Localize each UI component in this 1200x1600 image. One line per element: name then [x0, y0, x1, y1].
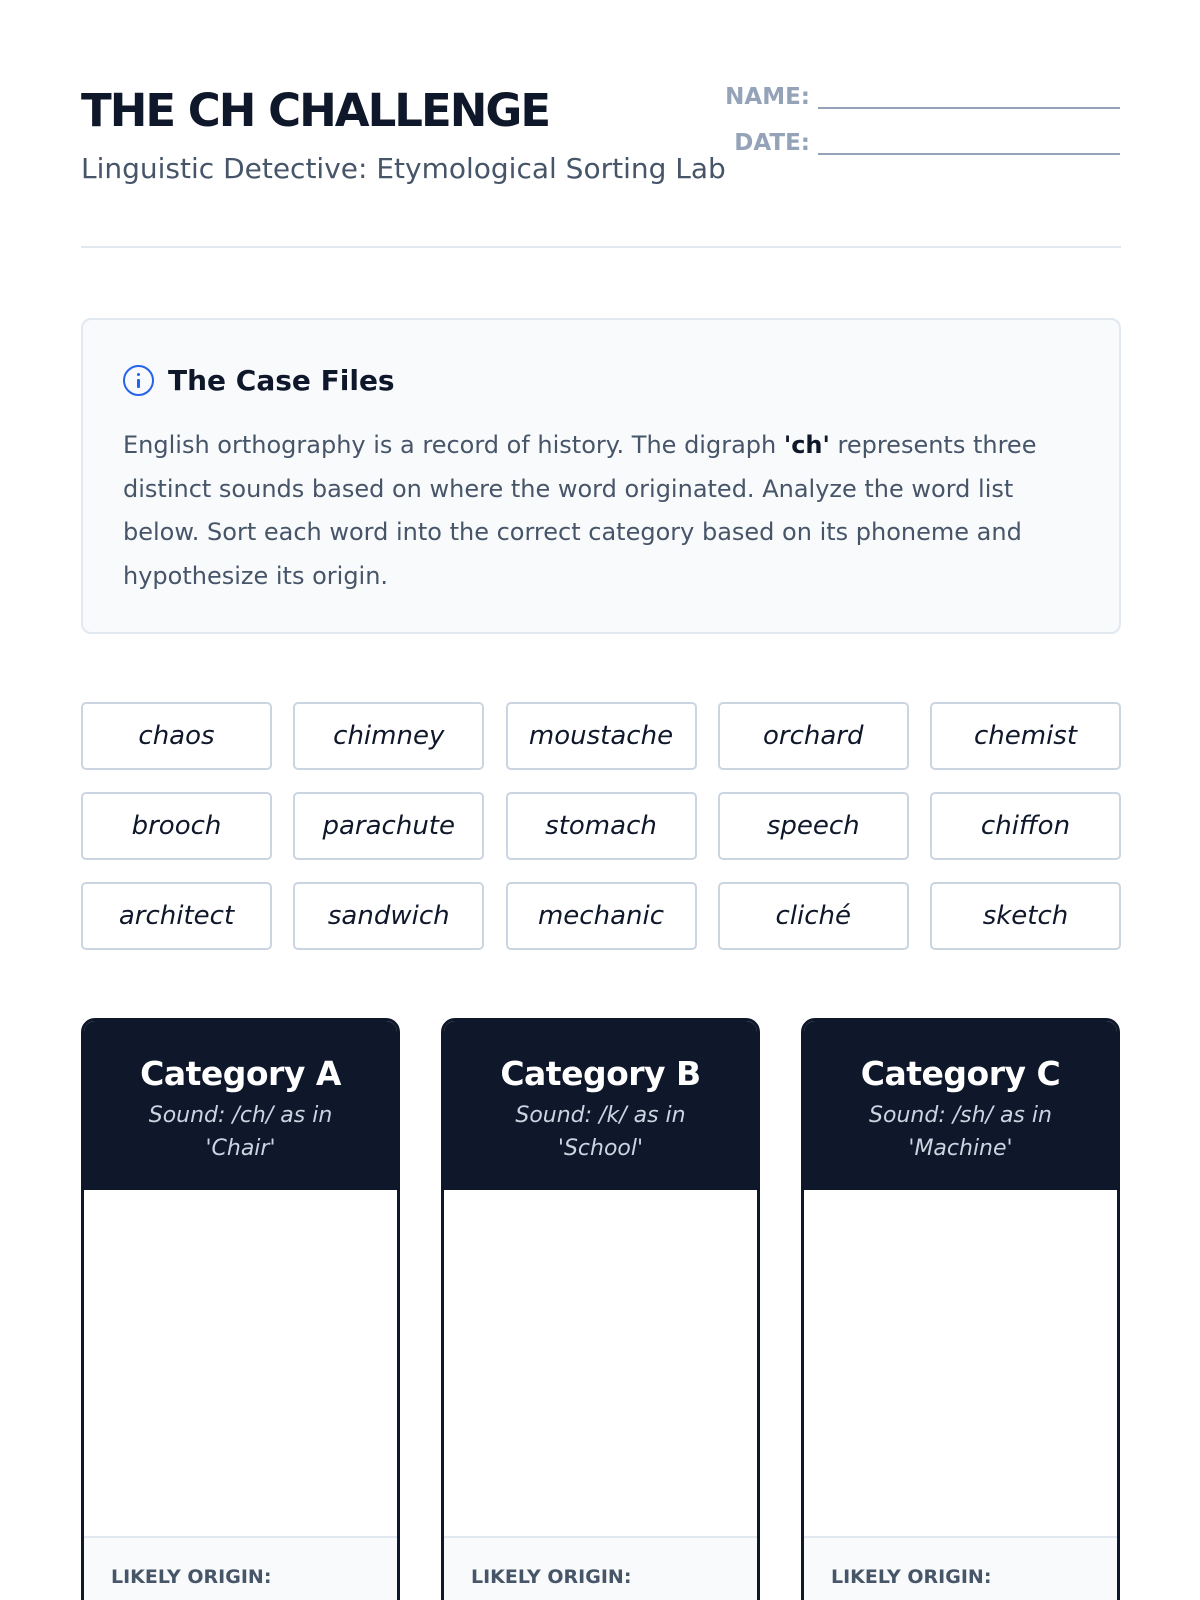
case-files-text-start: English orthography is a record of history. The digraph	[123, 431, 784, 459]
category-c-sound: Sound: /sh/ as in 'Machine'	[869, 1103, 1052, 1161]
origin-label: LIKELY ORIGIN:	[831, 1566, 992, 1588]
case-files-box	[81, 318, 1121, 634]
category-a-origin	[84, 1536, 397, 1600]
category-c-header	[804, 1021, 1117, 1190]
word-card[interactable]: brooch	[81, 792, 272, 860]
word-card[interactable]: moustache	[506, 702, 697, 770]
digraph-highlight: 'ch'	[783, 431, 830, 459]
date-field	[734, 128, 1120, 158]
page-title: THE CH CHALLENGE	[81, 84, 550, 137]
word-card[interactable]: chemist	[930, 702, 1121, 770]
category-b-origin	[444, 1536, 757, 1600]
date-label: DATE:	[734, 130, 810, 156]
name-field	[725, 82, 1120, 112]
name-label: NAME:	[725, 84, 810, 110]
word-card[interactable]: mechanic	[506, 882, 697, 950]
word-card[interactable]: stomach	[506, 792, 697, 860]
word-bank	[81, 702, 1121, 950]
word-card[interactable]: sandwich	[293, 882, 484, 950]
word-card[interactable]: parachute	[293, 792, 484, 860]
case-files-text	[123, 424, 1053, 598]
word-card[interactable]: sketch	[930, 882, 1121, 950]
category-a-header	[84, 1021, 397, 1190]
word-card[interactable]: architect	[81, 882, 272, 950]
date-line	[818, 153, 1120, 155]
category-c-title: Category C	[860, 1054, 1061, 1093]
category-b-sound: Sound: /k/ as in 'School'	[515, 1103, 686, 1161]
word-card[interactable]: chimney	[293, 702, 484, 770]
page-subtitle: Linguistic Detective: Etymological Sorting Lab	[81, 152, 726, 185]
category-c-drop-zone[interactable]	[804, 1190, 1117, 1536]
category-a-drop-zone[interactable]	[84, 1190, 397, 1536]
origin-label: LIKELY ORIGIN:	[471, 1566, 632, 1588]
origin-label: LIKELY ORIGIN:	[111, 1566, 272, 1588]
category-b-drop-zone[interactable]	[444, 1190, 757, 1536]
word-card[interactable]: cliché	[718, 882, 909, 950]
word-card[interactable]: chaos	[81, 702, 272, 770]
word-card[interactable]: speech	[718, 792, 909, 860]
case-files-text-end: represents three distinct sounds based on where the word originated. Analyze the word list below. Sort each word into the correct category based on its phoneme and hypothesize its origin.	[123, 431, 1037, 590]
category-a-title: Category A	[140, 1054, 341, 1093]
case-files-title: The Case Files	[168, 364, 395, 397]
category-b-column	[441, 1018, 760, 1600]
category-b-header	[444, 1021, 757, 1190]
word-card[interactable]: chiffon	[930, 792, 1121, 860]
category-b-title: Category B	[500, 1054, 701, 1093]
category-c-origin	[804, 1536, 1117, 1600]
header-divider	[81, 246, 1121, 248]
name-line	[818, 107, 1120, 109]
case-files-header	[123, 364, 395, 397]
category-a-column	[81, 1018, 400, 1600]
category-c-column	[801, 1018, 1120, 1600]
word-card[interactable]: orchard	[718, 702, 909, 770]
info-icon	[123, 365, 154, 396]
category-a-sound: Sound: /ch/ as in 'Chair'	[148, 1103, 333, 1161]
